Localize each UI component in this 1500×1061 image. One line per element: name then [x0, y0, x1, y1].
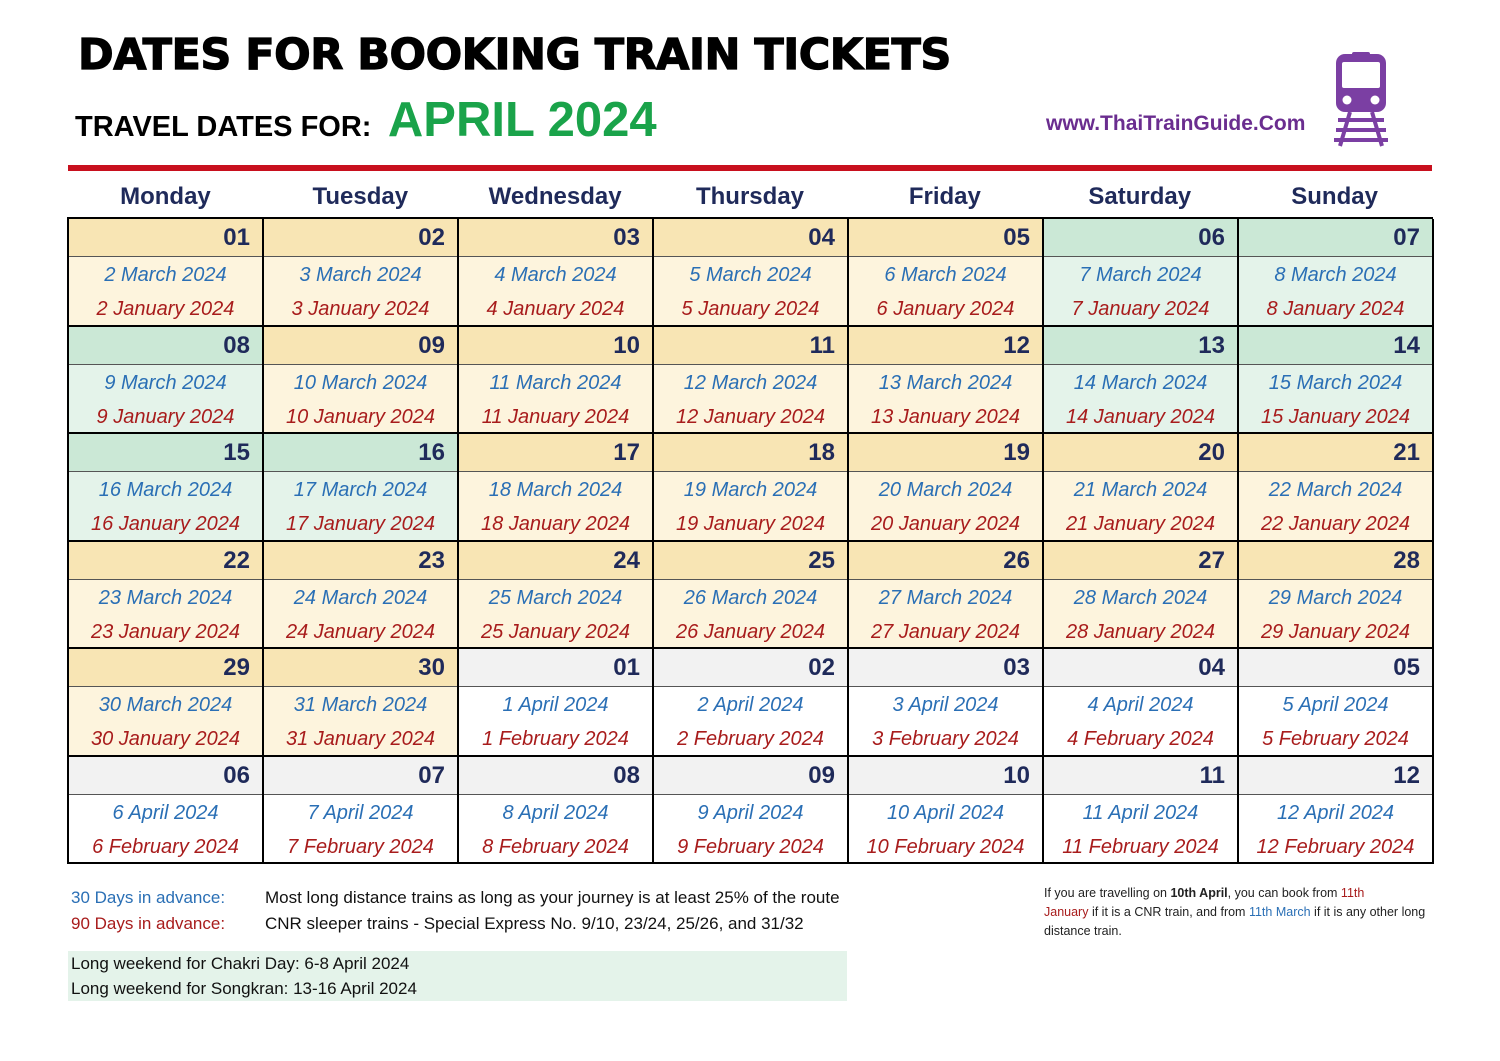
booking-date-90-days: 9 January 2024	[96, 405, 235, 428]
day-number: 01	[459, 649, 652, 687]
booking-dates	[654, 472, 847, 540]
day-number: 07	[1239, 219, 1432, 257]
booking-dates	[264, 795, 457, 863]
day-number: 22	[69, 542, 262, 580]
booking-date-90-days: 1 February 2024	[482, 728, 629, 750]
advance-booking-legend	[71, 885, 840, 937]
weekday-header-row	[68, 178, 1432, 216]
booking-dates	[654, 795, 847, 863]
booking-dates	[459, 365, 652, 433]
booking-date-90-days: 8 January 2024	[1266, 298, 1405, 320]
booking-date-30-days: 6 March 2024	[884, 264, 1007, 286]
calendar-day-cell	[69, 219, 264, 327]
booking-dates	[849, 472, 1042, 540]
booking-date-90-days: 25 January 2024	[480, 620, 630, 643]
booking-date-90-days: 16 January 2024	[90, 513, 240, 535]
booking-date-30-days: 15 March 2024	[1268, 371, 1403, 394]
calendar-day-cell	[264, 649, 459, 757]
calendar-day-cell	[459, 434, 654, 542]
calendar-day-cell	[1239, 542, 1434, 650]
calendar-day-cell	[1239, 219, 1434, 327]
long-weekends-box	[68, 951, 847, 1001]
booking-date-30-days: 11 April 2024	[1082, 801, 1199, 824]
booking-date-30-days: 12 April 2024	[1276, 801, 1395, 824]
booking-date-90-days: 21 January 2024	[1065, 513, 1215, 535]
day-number: 03	[849, 649, 1042, 687]
weekday-saturday: Saturday	[1088, 183, 1192, 210]
booking-date-90-days: 18 January 2024	[480, 513, 630, 535]
booking-date-90-days: 15 January 2024	[1260, 405, 1410, 428]
booking-dates	[1044, 795, 1237, 863]
long-weekend-chakri: Long weekend for Chakri Day: 6-8 April 2024	[71, 954, 410, 973]
legend-text-90-days: CNR sleeper trains - Special Express No. 9/10, 23/24, 25/26, and 31/32	[265, 914, 804, 933]
booking-date-30-days: 5 March 2024	[689, 264, 812, 286]
day-number: 13	[1044, 327, 1237, 365]
booking-dates	[1239, 257, 1432, 325]
booking-date-30-days: 28 March 2024	[1073, 586, 1208, 609]
booking-date-90-days: 2 February 2024	[677, 728, 824, 750]
calendar-day-cell	[264, 327, 459, 435]
subtitle-month: APRIL 2024	[387, 93, 657, 147]
booking-date-90-days: 10 February 2024	[866, 835, 1025, 858]
day-number: 18	[654, 434, 847, 472]
booking-date-90-days: 7 January 2024	[1071, 298, 1210, 320]
booking-date-90-days: 22 January 2024	[1260, 513, 1410, 535]
booking-dates	[1239, 687, 1432, 755]
day-number: 09	[654, 757, 847, 795]
day-number: 28	[1239, 542, 1432, 580]
legend-row-30-days	[71, 885, 840, 911]
day-number: 02	[264, 219, 457, 257]
booking-dates	[1239, 365, 1432, 433]
booking-date-90-days: 2 January 2024	[96, 298, 235, 320]
booking-date-30-days: 9 April 2024	[697, 801, 804, 824]
booking-example-note	[1044, 884, 1434, 941]
booking-dates	[1044, 365, 1237, 433]
day-number: 14	[1239, 327, 1432, 365]
booking-date-30-days: 29 March 2024	[1268, 586, 1403, 609]
calendar-day-cell	[264, 219, 459, 327]
note-text-3: if it is a CNR train, and from	[1088, 905, 1249, 919]
calendar-day-cell	[1239, 757, 1434, 865]
booking-date-30-days: 12 March 2024	[683, 371, 818, 394]
calendar-day-cell	[849, 434, 1044, 542]
calendar-day-cell	[849, 327, 1044, 435]
note-travel-date: 10th April	[1170, 886, 1228, 900]
day-number: 15	[69, 434, 262, 472]
calendar-day-cell	[264, 757, 459, 865]
booking-date-90-days: 12 January 2024	[675, 405, 825, 428]
booking-date-90-days: 4 January 2024	[486, 298, 625, 320]
calendar-day-cell	[69, 649, 264, 757]
booking-date-30-days: 22 March 2024	[1268, 479, 1403, 501]
day-number: 04	[654, 219, 847, 257]
note-text-2: , you can book from	[1227, 886, 1341, 900]
booking-dates	[264, 257, 457, 325]
calendar-day-cell	[1044, 757, 1239, 865]
calendar-day-cell	[459, 219, 654, 327]
weekday-sunday: Sunday	[1291, 183, 1378, 210]
booking-date-30-days: 18 March 2024	[488, 479, 623, 501]
day-number: 17	[459, 434, 652, 472]
booking-date-30-days: 30 March 2024	[98, 694, 233, 716]
booking-dates	[849, 580, 1042, 648]
day-number: 11	[654, 327, 847, 365]
booking-dates	[1239, 472, 1432, 540]
calendar-day-cell	[1044, 219, 1239, 327]
day-number: 08	[459, 757, 652, 795]
day-number: 24	[459, 542, 652, 580]
day-number: 05	[849, 219, 1042, 257]
booking-date-30-days: 14 March 2024	[1073, 371, 1208, 394]
booking-date-90-days: 11 January 2024	[481, 405, 630, 428]
day-number: 16	[264, 434, 457, 472]
day-number: 07	[264, 757, 457, 795]
day-number: 19	[849, 434, 1042, 472]
booking-date-30-days: 27 March 2024	[878, 586, 1013, 609]
booking-date-30-days: 2 March 2024	[104, 264, 227, 286]
day-number: 03	[459, 219, 652, 257]
calendar-day-cell	[459, 757, 654, 865]
day-number: 20	[1044, 434, 1237, 472]
day-number: 21	[1239, 434, 1432, 472]
booking-date-30-days: 23 March 2024	[98, 586, 233, 609]
booking-date-30-days: 24 March 2024	[293, 586, 428, 609]
calendar-day-cell	[69, 434, 264, 542]
booking-dates	[654, 687, 847, 755]
day-number: 04	[1044, 649, 1237, 687]
booking-dates	[654, 365, 847, 433]
booking-date-90-days: 28 January 2024	[1065, 620, 1215, 643]
weekday-friday: Friday	[908, 183, 981, 210]
booking-dates	[654, 580, 847, 648]
booking-date-30-days: 2 April 2024	[697, 694, 804, 716]
legend-label-30-days: 30 Days in advance:	[71, 888, 226, 907]
calendar-day-cell	[1044, 542, 1239, 650]
booking-date-30-days: 10 April 2024	[886, 801, 1005, 824]
day-number: 30	[264, 649, 457, 687]
booking-date-90-days: 24 January 2024	[285, 620, 435, 643]
booking-dates	[1239, 580, 1432, 648]
calendar-day-cell	[1239, 649, 1434, 757]
legend-row-90-days	[71, 911, 840, 937]
booking-date-30-days: 7 April 2024	[307, 801, 414, 824]
calendar-day-cell	[1239, 434, 1434, 542]
weekday-monday: Monday	[120, 183, 211, 210]
booking-date-30-days: 9 March 2024	[104, 371, 227, 394]
booking-date-30-days: 10 March 2024	[293, 371, 428, 394]
booking-date-90-days: 31 January 2024	[285, 728, 435, 750]
booking-date-90-days: 7 February 2024	[287, 835, 434, 858]
header-divider	[68, 165, 1432, 171]
day-number: 27	[1044, 542, 1237, 580]
booking-dates	[1239, 795, 1432, 863]
booking-date-30-days: 3 March 2024	[299, 264, 422, 286]
page-title: DATES FOR BOOKING TRAIN TICKETS	[78, 30, 951, 80]
calendar-day-cell	[654, 542, 849, 650]
booking-date-90-days: 9 February 2024	[677, 835, 824, 858]
calendar-day-cell	[264, 434, 459, 542]
booking-dates	[264, 472, 457, 540]
booking-date-90-days: 17 January 2024	[285, 513, 435, 535]
calendar-day-cell	[1044, 327, 1239, 435]
day-number: 06	[1044, 219, 1237, 257]
day-number: 05	[1239, 649, 1432, 687]
booking-dates	[849, 795, 1042, 863]
booking-date-90-days: 27 January 2024	[870, 620, 1020, 643]
day-number: 10	[849, 757, 1042, 795]
booking-date-30-days: 11 March 2024	[489, 371, 622, 394]
legend-text-30-days: Most long distance trains as long as your journey is at least 25% of the route	[265, 888, 840, 907]
day-number: 02	[654, 649, 847, 687]
note-book-90-day: 11th	[1340, 886, 1365, 900]
calendar-day-cell	[849, 542, 1044, 650]
booking-dates	[1044, 257, 1237, 325]
day-number: 11	[1044, 757, 1237, 795]
booking-date-30-days: 26 March 2024	[683, 586, 818, 609]
booking-dates	[69, 687, 262, 755]
booking-date-30-days: 25 March 2024	[488, 586, 623, 609]
booking-dates	[459, 687, 652, 755]
booking-date-90-days: 30 January 2024	[90, 728, 240, 750]
note-text-4: if it is any other long distance train.	[1044, 905, 1426, 938]
booking-dates	[849, 365, 1042, 433]
booking-dates	[1044, 580, 1237, 648]
booking-date-30-days: 7 March 2024	[1079, 264, 1202, 286]
booking-dates	[264, 365, 457, 433]
day-number: 06	[69, 757, 262, 795]
booking-dates	[1044, 472, 1237, 540]
booking-date-90-days: 8 February 2024	[482, 835, 629, 858]
day-number: 12	[849, 327, 1042, 365]
booking-dates	[69, 472, 262, 540]
booking-date-90-days: 12 February 2024	[1256, 835, 1415, 858]
calendar-day-cell	[654, 219, 849, 327]
calendar-day-cell	[459, 649, 654, 757]
day-number: 10	[459, 327, 652, 365]
booking-dates	[654, 257, 847, 325]
booking-dates	[459, 472, 652, 540]
note-book-30: 11th March	[1248, 905, 1311, 919]
booking-dates	[69, 795, 262, 863]
legend-label-90-days: 90 Days in advance:	[71, 914, 226, 933]
booking-dates	[264, 580, 457, 648]
booking-dates	[1044, 687, 1237, 755]
calendar-day-cell	[69, 757, 264, 865]
booking-date-30-days: 4 April 2024	[1087, 694, 1194, 716]
booking-date-30-days: 21 March 2024	[1073, 479, 1208, 501]
booking-date-90-days: 13 January 2024	[870, 405, 1020, 428]
subtitle	[75, 92, 657, 148]
day-number: 12	[1239, 757, 1432, 795]
calendar-day-cell	[849, 649, 1044, 757]
day-number: 23	[264, 542, 457, 580]
booking-dates	[849, 257, 1042, 325]
day-number: 26	[849, 542, 1042, 580]
day-number: 08	[69, 327, 262, 365]
calendar-day-cell	[654, 757, 849, 865]
booking-date-90-days: 4 February 2024	[1067, 728, 1214, 750]
booking-date-30-days: 1 April 2024	[502, 694, 609, 716]
booking-dates	[849, 687, 1042, 755]
booking-date-90-days: 23 January 2024	[90, 620, 240, 643]
booking-date-90-days: 20 January 2024	[870, 513, 1020, 535]
booking-dates	[459, 257, 652, 325]
booking-date-30-days: 16 March 2024	[98, 479, 233, 501]
calendar-day-cell	[1044, 649, 1239, 757]
booking-date-30-days: 20 March 2024	[878, 479, 1013, 501]
calendar-day-cell	[654, 649, 849, 757]
subtitle-label: TRAVEL DATES FOR:	[75, 111, 372, 143]
day-number: 01	[69, 219, 262, 257]
calendar-day-cell	[1239, 327, 1434, 435]
calendar-day-cell	[849, 757, 1044, 865]
train-icon	[1332, 52, 1390, 148]
weekday-thursday: Thursday	[695, 183, 805, 210]
calendar-day-cell	[459, 327, 654, 435]
booking-date-30-days: 31 March 2024	[293, 694, 428, 716]
booking-date-30-days: 19 March 2024	[683, 479, 818, 501]
day-number: 29	[69, 649, 262, 687]
weekday-wednesday: Wednesday	[488, 183, 622, 210]
website-link[interactable]: www.ThaiTrainGuide.Com	[1046, 112, 1306, 135]
booking-date-30-days: 13 March 2024	[878, 371, 1013, 394]
booking-date-90-days: 11 February 2024	[1062, 835, 1219, 858]
booking-date-90-days: 3 January 2024	[291, 298, 430, 320]
calendar-day-cell	[264, 542, 459, 650]
booking-date-90-days: 3 February 2024	[872, 728, 1019, 750]
booking-date-30-days: 6 April 2024	[112, 801, 219, 824]
calendar-day-cell	[69, 542, 264, 650]
weekday-tuesday: Tuesday	[312, 183, 409, 210]
booking-date-90-days: 19 January 2024	[675, 513, 825, 535]
booking-date-90-days: 6 January 2024	[876, 298, 1015, 320]
booking-dates	[459, 580, 652, 648]
booking-date-30-days: 17 March 2024	[293, 479, 428, 501]
booking-date-30-days: 4 March 2024	[494, 264, 617, 286]
calendar-day-cell	[654, 434, 849, 542]
long-weekend-songkran: Long weekend for Songkran: 13-16 April 2024	[71, 979, 417, 998]
note-text-1: If you are travelling on	[1044, 886, 1171, 900]
calendar-day-cell	[459, 542, 654, 650]
booking-date-30-days: 3 April 2024	[892, 694, 999, 716]
booking-dates	[69, 580, 262, 648]
calendar-day-cell	[69, 327, 264, 435]
day-number: 25	[654, 542, 847, 580]
booking-dates	[459, 795, 652, 863]
booking-dates	[69, 257, 262, 325]
note-book-90-month: January	[1044, 905, 1089, 919]
booking-date-30-days: 8 April 2024	[502, 801, 609, 824]
booking-date-30-days: 8 March 2024	[1274, 264, 1397, 286]
booking-date-90-days: 5 February 2024	[1262, 728, 1409, 750]
booking-date-30-days: 5 April 2024	[1282, 694, 1389, 716]
booking-date-90-days: 10 January 2024	[285, 405, 435, 428]
calendar-grid	[67, 217, 1433, 864]
booking-date-90-days: 26 January 2024	[675, 620, 825, 643]
day-number: 09	[264, 327, 457, 365]
calendar-day-cell	[1044, 434, 1239, 542]
booking-dates	[69, 365, 262, 433]
calendar-day-cell	[849, 219, 1044, 327]
booking-date-90-days: 29 January 2024	[1260, 620, 1410, 643]
booking-dates	[264, 687, 457, 755]
booking-date-90-days: 14 January 2024	[1065, 405, 1215, 428]
calendar-day-cell	[654, 327, 849, 435]
booking-date-90-days: 6 February 2024	[92, 835, 239, 858]
booking-date-90-days: 5 January 2024	[681, 298, 820, 320]
